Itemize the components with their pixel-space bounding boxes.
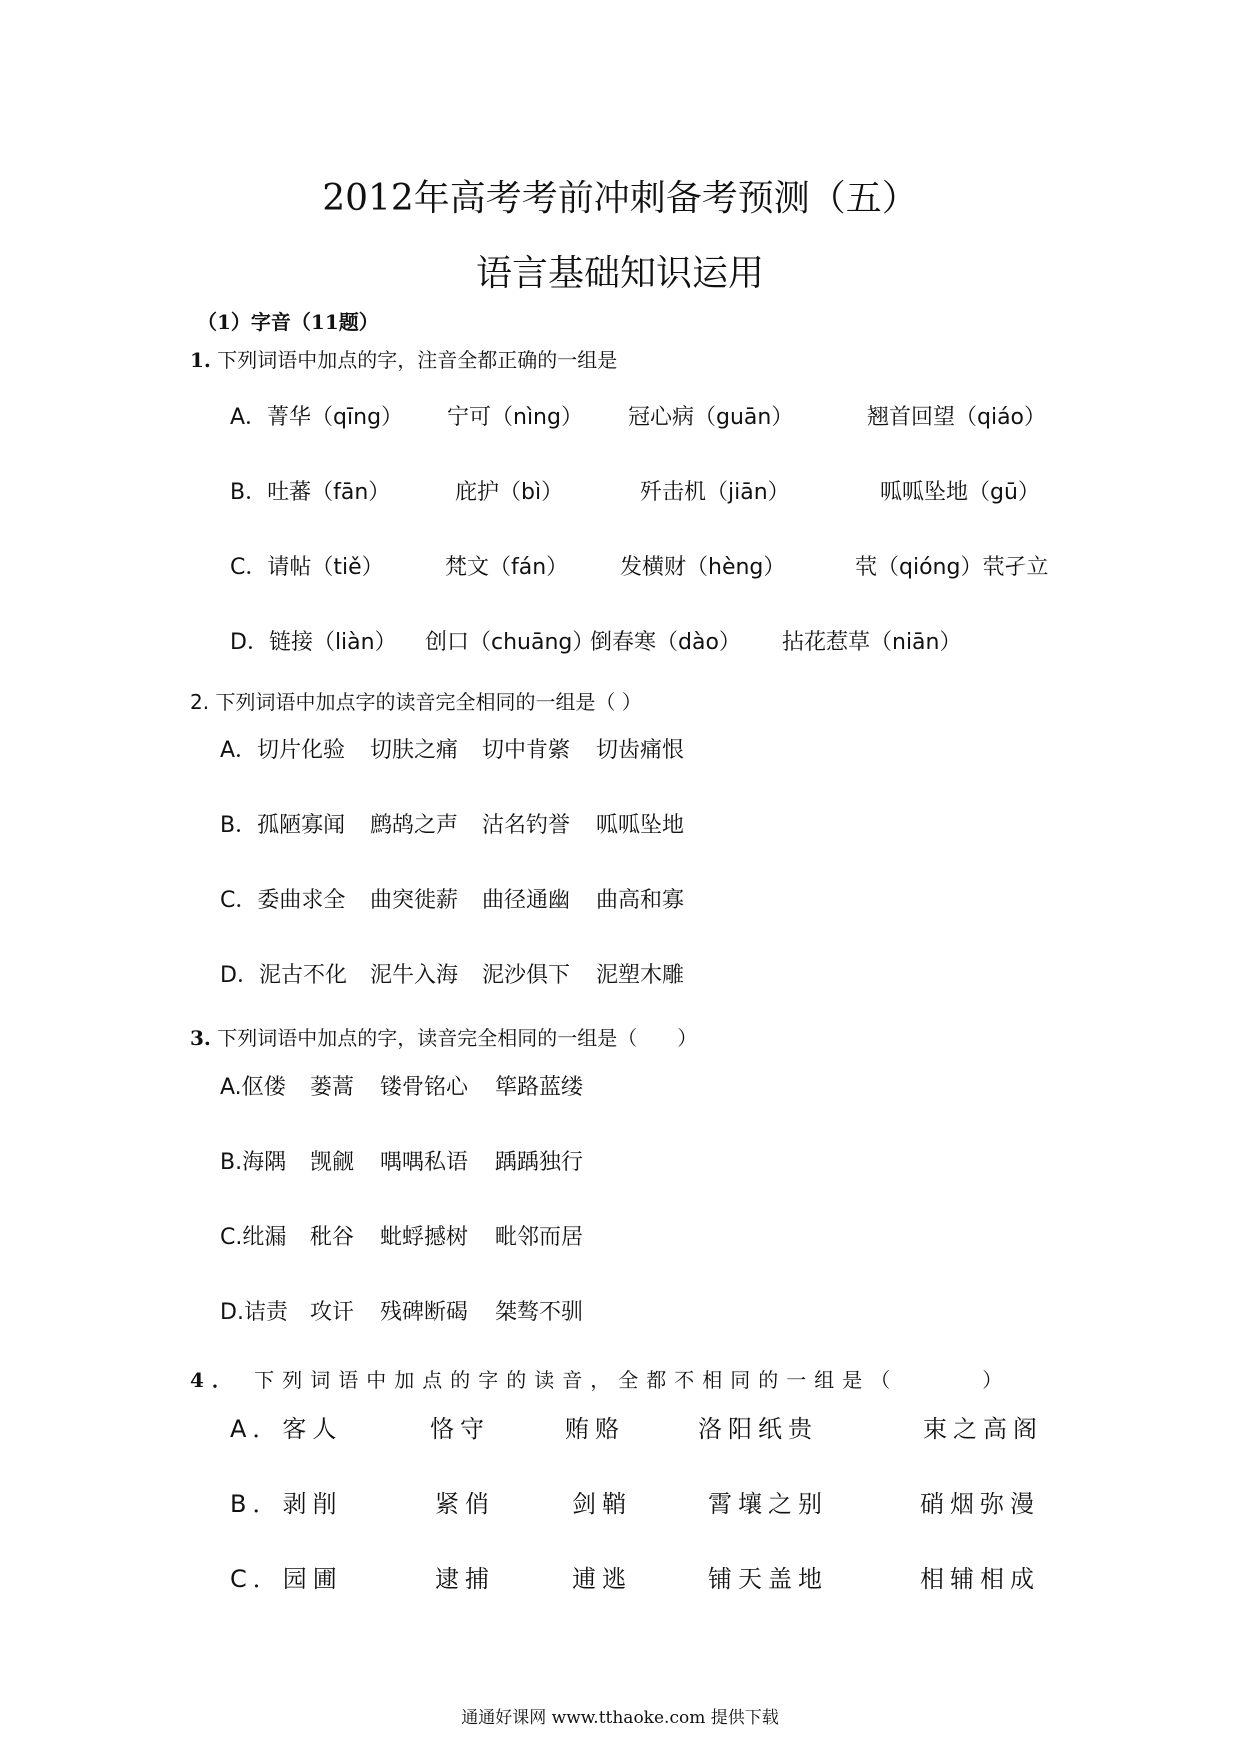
option-item: 铺天盖地: [708, 1565, 828, 1593]
option-item: 毗邻而居: [495, 1225, 584, 1250]
question-2: [190, 686, 642, 715]
option-item: 曲径通幽: [482, 888, 571, 913]
question-4: [190, 1364, 1010, 1393]
question-text: 下列词语中加点的字，读音完全相同的一组是（ ）: [217, 1026, 698, 1050]
option-item: 翘首回望（qiáo）: [867, 405, 1047, 430]
option-item: 霄壤之别: [708, 1490, 828, 1518]
option-item: 茕（qióng）茕孑立: [855, 555, 1049, 580]
option-item: 蚍蜉撼树: [380, 1225, 469, 1250]
option-item: 束之高阁: [923, 1415, 1043, 1443]
question-number: 1.: [190, 348, 211, 372]
option-item: 恪守: [430, 1415, 490, 1443]
option-item: 沽名钓誉: [482, 813, 571, 838]
page-title: 2012年高考考前冲刺备考预测（五）: [322, 178, 918, 219]
option-item: 发横财（hèng）: [620, 555, 786, 580]
option-item: 攻讦: [310, 1300, 355, 1325]
option-item: 逋逃: [572, 1565, 632, 1593]
option-item: D．泥古不化: [220, 963, 347, 988]
option-item: 硝烟弥漫: [920, 1490, 1040, 1518]
question-text: 下列词语中加点的字，注音全都正确的一组是: [217, 348, 618, 372]
option-item: 鹧鸪之声: [370, 813, 459, 838]
option-item: 泥沙俱下: [482, 963, 571, 988]
option-item: 冠心病（guān）: [628, 405, 794, 430]
option-item: 桀骜不驯: [495, 1300, 584, 1325]
option-item: A．菁华（qīng）: [230, 405, 404, 430]
option-item: 拈花惹草（niān）: [782, 630, 962, 655]
option-item: 倒春寒（dào）: [590, 630, 741, 655]
option-item: 泥塑木雕: [596, 963, 685, 988]
option-item: B．吐蕃（fān）: [230, 480, 391, 505]
option-item: C．委曲求全: [220, 888, 346, 913]
question-3: [190, 1022, 697, 1051]
option-item: 相辅相成: [920, 1565, 1040, 1593]
option-item: 创口（chuāng）: [425, 630, 595, 655]
question-number: 2.: [190, 690, 210, 714]
option-item: 贿赂: [565, 1415, 625, 1443]
option-item: 庇护（bì）: [455, 480, 564, 505]
option-item: D．链接（liàn）: [230, 630, 397, 655]
option-item: 逮捕: [435, 1565, 495, 1593]
option-item: D.诘责: [220, 1300, 288, 1325]
option-item: 切中肯綮: [482, 738, 571, 763]
option-item: 镂骨铭心: [380, 1075, 469, 1100]
option-item: 喁喁私语: [380, 1150, 469, 1175]
option-item: 秕谷: [310, 1225, 355, 1250]
option-item: 宁可（nìng）: [447, 405, 583, 430]
option-item: 呱呱坠地: [596, 813, 685, 838]
question-number: 3.: [190, 1026, 211, 1050]
option-item: B.海隅: [220, 1150, 287, 1175]
section-heading: （1）字音（11题）: [197, 310, 379, 334]
page-subtitle: 语言基础知识运用: [475, 253, 764, 294]
page-footer: 通通好课网 www.tthaoke.com 提供下载: [461, 1708, 779, 1728]
option-item: 呱呱坠地（gū）: [880, 480, 1040, 505]
option-item: 觊觎: [310, 1150, 355, 1175]
option-item: 残碑断碣: [380, 1300, 469, 1325]
option-item: A．客人: [230, 1415, 343, 1443]
option-item: 曲突徙薪: [370, 888, 459, 913]
option-item: 泥牛入海: [370, 963, 459, 988]
option-item: A．切片化验: [220, 738, 346, 763]
option-item: 歼击机（jiān）: [640, 480, 790, 505]
option-item: B．剥削: [230, 1490, 343, 1518]
option-item: C．请帖（tiě）: [230, 555, 384, 580]
option-item: 曲高和寡: [596, 888, 685, 913]
option-item: 紧俏: [435, 1490, 495, 1518]
option-item: C.纰漏: [220, 1225, 287, 1250]
option-item: 切肤之痛: [370, 738, 459, 763]
question-text: 下列词语中加点字的读音完全相同的一组是（ ）: [215, 690, 642, 714]
option-item: B．孤陋寡闻: [220, 813, 346, 838]
option-item: 洛阳纸贵: [698, 1415, 818, 1443]
option-item: 切齿痛恨: [596, 738, 685, 763]
option-item: A.伛偻: [220, 1075, 286, 1100]
question-number: 4．: [190, 1368, 240, 1392]
option-item: 剑鞘: [572, 1490, 632, 1518]
option-item: 梵文（fán）: [445, 555, 569, 580]
option-item: C．园圃: [230, 1565, 343, 1593]
question-text: 下列词语中加点的字的读音，全都不相同的一组是（ ）: [254, 1368, 1011, 1392]
option-item: 筚路蓝缕: [495, 1075, 584, 1100]
option-item: 蒌蒿: [310, 1075, 355, 1100]
question-1: [190, 344, 617, 373]
option-item: 踽踽独行: [495, 1150, 584, 1175]
